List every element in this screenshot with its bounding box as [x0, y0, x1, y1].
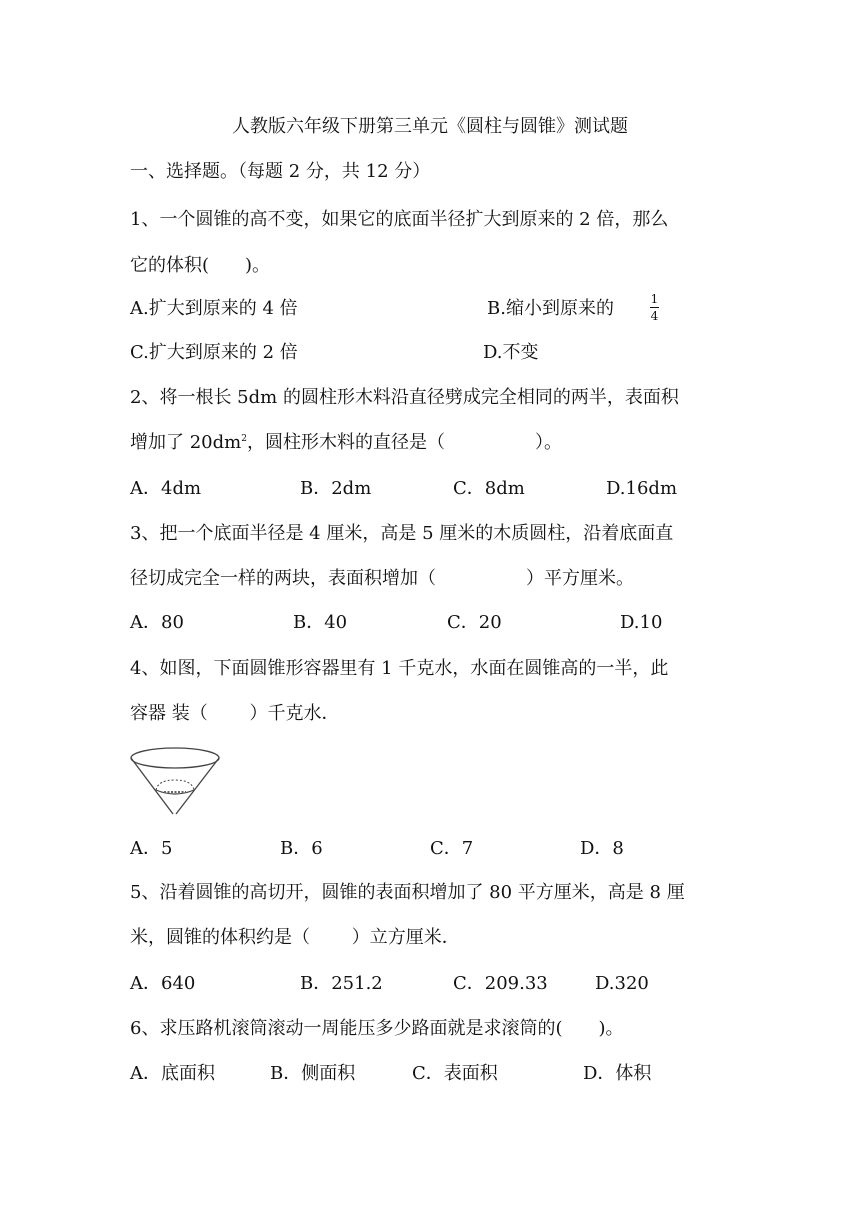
question-3-line-2: 径切成完全一样的两块，表面积增加（ ）平方厘米。 — [130, 568, 634, 589]
q6-option-a: A．底面积 — [130, 1063, 215, 1084]
q5-option-d: D.320 — [595, 973, 649, 994]
q4-option-a: A．5 — [130, 838, 173, 859]
q6-option-d: D．体积 — [583, 1063, 652, 1084]
question-5-line-1: 5、沿着圆锥的高切开，圆锥的表面积增加了 80 平方厘米，高是 8 厘 — [130, 882, 685, 903]
q1-option-b: B.缩小到原来的 — [487, 298, 614, 319]
q1-option-a: A.扩大到原来的 4 倍 — [130, 298, 298, 319]
fraction-denominator: 4 — [650, 309, 659, 323]
q4-option-d: D．8 — [580, 838, 624, 859]
q2-text-b: ，圆柱形木料的直径是（ ）。 — [246, 432, 562, 453]
q6-option-b: B．侧面积 — [270, 1063, 356, 1084]
question-1-line-2: 它的体积( )。 — [130, 255, 271, 276]
fraction-numerator: 1 — [650, 292, 659, 306]
fraction-bar — [650, 307, 659, 308]
q4-option-c: C．7 — [430, 838, 474, 859]
q3-option-a: A．80 — [130, 612, 184, 633]
q5-option-a: A．640 — [130, 973, 196, 994]
page-title: 人教版六年级下册第三单元《圆柱与圆锥》测试题 — [232, 116, 628, 137]
q1-fraction — [650, 293, 659, 322]
question-6-line-1: 6、求压路机滚筒滚动一周能压多少路面就是求滚筒的( )。 — [130, 1018, 624, 1039]
q2-option-b: B．2dm — [300, 478, 372, 499]
question-1-line-1: 1、一个圆锥的高不变，如果它的底面半径扩大到原来的 2 倍，那么 — [130, 209, 669, 230]
q5-option-c: C．209.33 — [453, 973, 548, 994]
q2-option-a: A．4dm — [130, 478, 202, 499]
q3-option-d: D.10 — [620, 612, 663, 633]
question-3-line-1: 3、把一个底面半径是 4 厘米，高是 5 厘米的木质圆柱，沿着底面直 — [130, 523, 674, 544]
section-heading: 一、选择题。（每题 2 分，共 12 分） — [130, 161, 431, 182]
q1-option-d: D.不变 — [483, 342, 539, 363]
q3-option-c: C．20 — [447, 612, 502, 633]
q6-option-c: C．表面积 — [412, 1063, 498, 1084]
question-4-line-1: 4、如图，下面圆锥形容器里有 1 千克水，水面在圆锥高的一半，此 — [130, 658, 669, 679]
question-2-line-2 — [130, 434, 562, 452]
q2-superscript: 2 — [241, 434, 247, 444]
q3-option-b: B．40 — [293, 612, 348, 633]
q1-option-c: C.扩大到原来的 2 倍 — [130, 342, 298, 363]
q5-option-b: B．251.2 — [300, 973, 383, 994]
q4-option-b: B．6 — [280, 838, 323, 859]
cone-container-figure — [128, 745, 224, 819]
question-4-line-2: 容器 装（ ）千克水． — [130, 703, 340, 724]
question-2-line-1: 2、将一根长 5dm 的圆柱形木料沿直径劈成完全相同的两半，表面积 — [130, 387, 679, 408]
question-5-line-2: 米，圆锥的体积约是（ ）立方厘米． — [130, 927, 460, 948]
q2-option-d: D.16dm — [606, 478, 678, 499]
q2-text-a: 增加了 20dm — [130, 432, 242, 453]
q2-option-c: C．8dm — [453, 478, 525, 499]
